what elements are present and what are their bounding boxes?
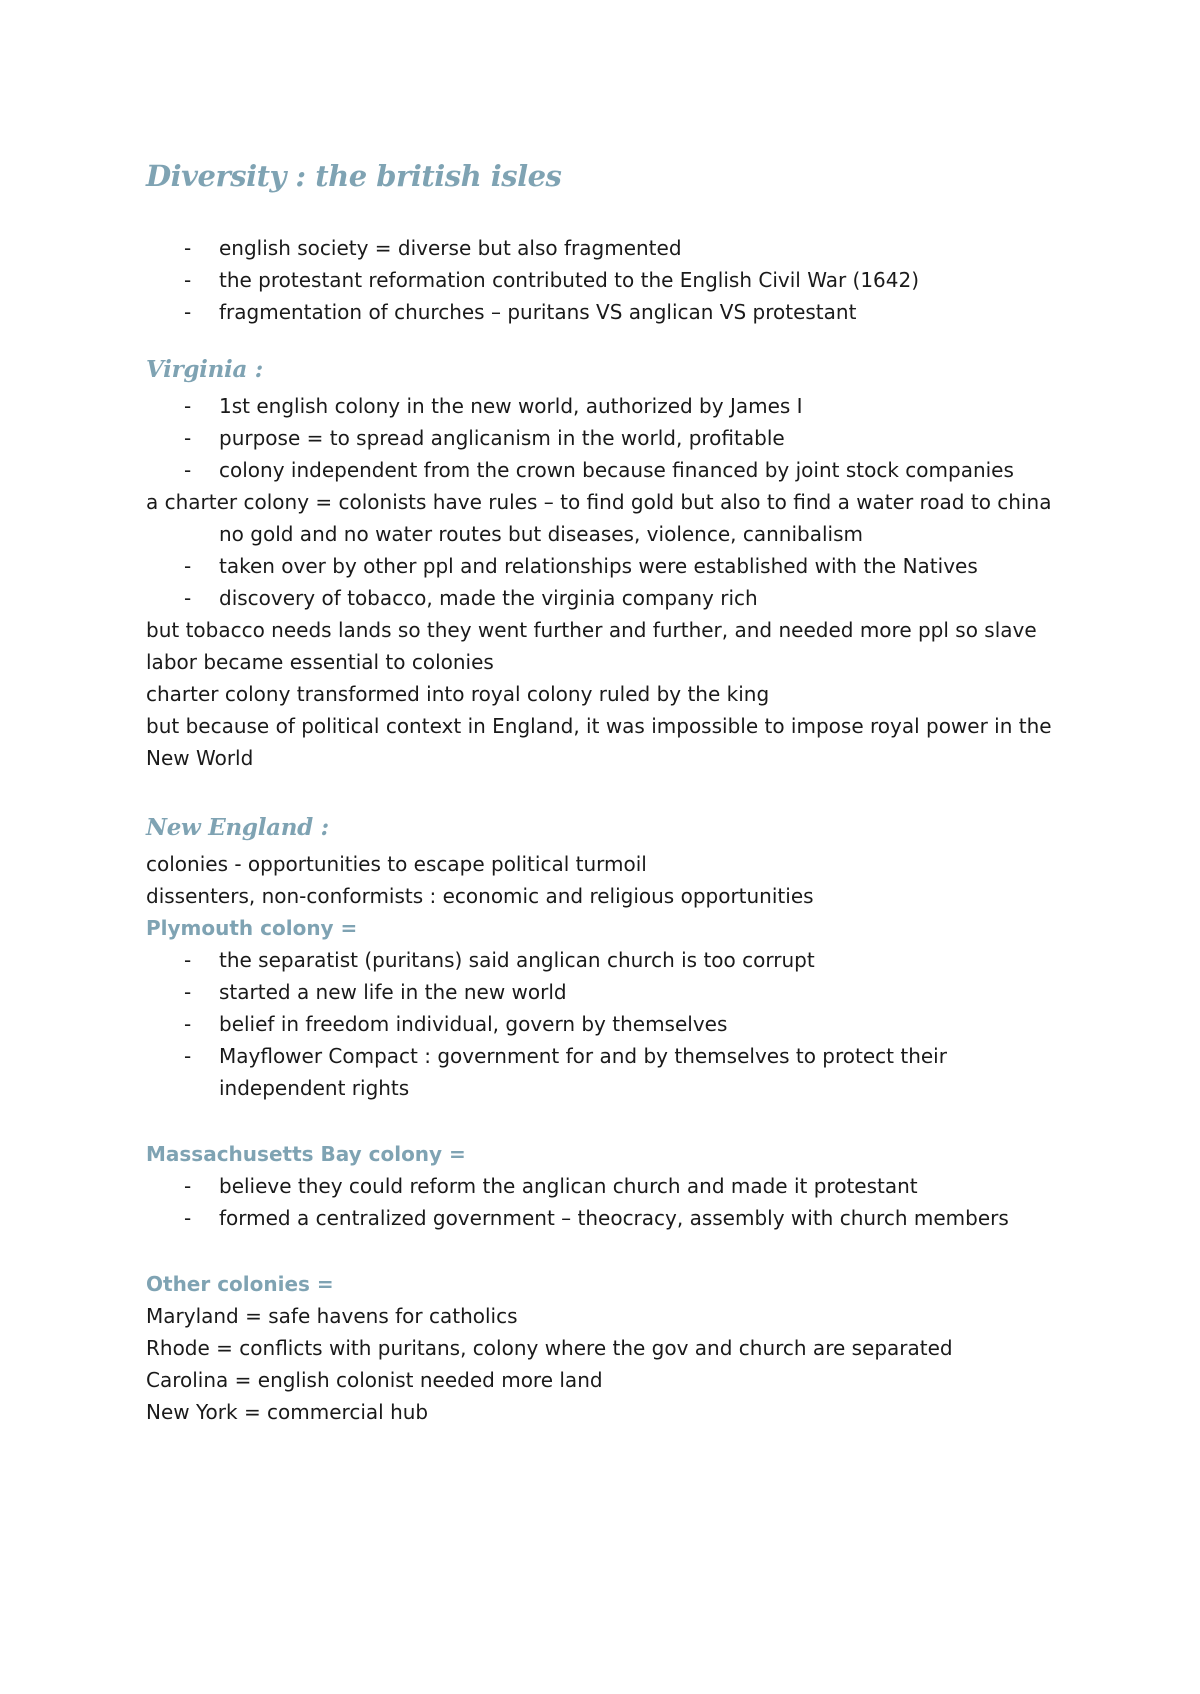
bullet-dash: - [184, 1174, 192, 1198]
list-item: - formed a centralized government – theocracy, assembly with church members [146, 1202, 1066, 1234]
subheading-plymouth: Plymouth colony = [146, 916, 358, 940]
paragraph: charter colony transformed into royal colony ruled by the king [146, 682, 770, 706]
paragraph: Carolina = english colonist needed more land [146, 1368, 603, 1392]
virginia-bullet-list [146, 390, 1066, 486]
list-item: - the protestant reformation contributed to the English Civil War (1642) [146, 264, 1066, 296]
list-item: - colony independent from the crown because financed by joint stock companies [146, 454, 1066, 486]
virginia-bullet-list-2 [146, 550, 1066, 614]
section-heading-new-england: New England : [146, 814, 329, 841]
bullet-dash: - [184, 980, 192, 1004]
intro-bullet-list [146, 232, 1066, 328]
bullet-dash: - [184, 1206, 192, 1230]
list-item: - fragmentation of churches – puritans VS anglican VS protestant [146, 296, 1066, 328]
list-item: - taken over by other ppl and relationships were established with the Natives [146, 550, 1066, 582]
list-item: - 1st english colony in the new world, authorized by James I [146, 390, 1066, 422]
bullet-dash: - [184, 268, 192, 292]
bullet-dash: - [184, 554, 192, 578]
bullet-dash: - [184, 394, 192, 418]
list-item: - Mayflower Compact : government for and by themselves to protect their independent rights [146, 1040, 1066, 1104]
paragraph: Rhode = conflicts with puritans, colony where the gov and church are separated [146, 1336, 953, 1360]
bullet-dash: - [184, 586, 192, 610]
bullet-dash: - [184, 1012, 192, 1036]
list-item: - english society = diverse but also fragmented [146, 232, 1066, 264]
indented-paragraph: no gold and no water routes but diseases, violence, cannibalism [219, 522, 863, 546]
paragraph: a charter colony = colonists have rules – to find gold but also to find a water road to china [146, 490, 1052, 514]
bullet-dash: - [184, 458, 192, 482]
subheading-massachusetts: Massachusetts Bay colony = [146, 1142, 466, 1166]
subheading-other-colonies: Other colonies = [146, 1272, 334, 1296]
massachusetts-bullet-list [146, 1170, 1066, 1234]
paragraph: Maryland = safe havens for catholics [146, 1304, 518, 1328]
paragraph: dissenters, non-conformists : economic and religious opportunities [146, 884, 814, 908]
bullet-dash: - [184, 948, 192, 972]
bullet-dash: - [184, 236, 192, 260]
paragraph: but tobacco needs lands so they went further and further, and needed more ppl so slave labor became essential to colonies [146, 618, 1037, 674]
paragraph: New York = commercial hub [146, 1400, 429, 1424]
list-item: - the separatist (puritans) said anglican church is too corrupt [146, 944, 1066, 976]
bullet-dash: - [184, 426, 192, 450]
list-item: - discovery of tobacco, made the virginia company rich [146, 582, 1066, 614]
bullet-dash: - [184, 300, 192, 324]
list-item: - belief in freedom individual, govern by themselves [146, 1008, 1066, 1040]
paragraph: but because of political context in England, it was impossible to impose royal power in the New World [146, 714, 1052, 770]
section-heading-virginia: Virginia : [146, 356, 263, 383]
plymouth-bullet-list [146, 944, 1066, 1104]
page-title: Diversity : the british isles [146, 159, 562, 193]
list-item: - started a new life in the new world [146, 976, 1066, 1008]
notes-page [146, 150, 1066, 1428]
list-item: - purpose = to spread anglicanism in the world, profitable [146, 422, 1066, 454]
bullet-dash: - [184, 1044, 192, 1068]
list-item: - believe they could reform the anglican church and made it protestant [146, 1170, 1066, 1202]
paragraph: colonies - opportunities to escape political turmoil [146, 852, 647, 876]
